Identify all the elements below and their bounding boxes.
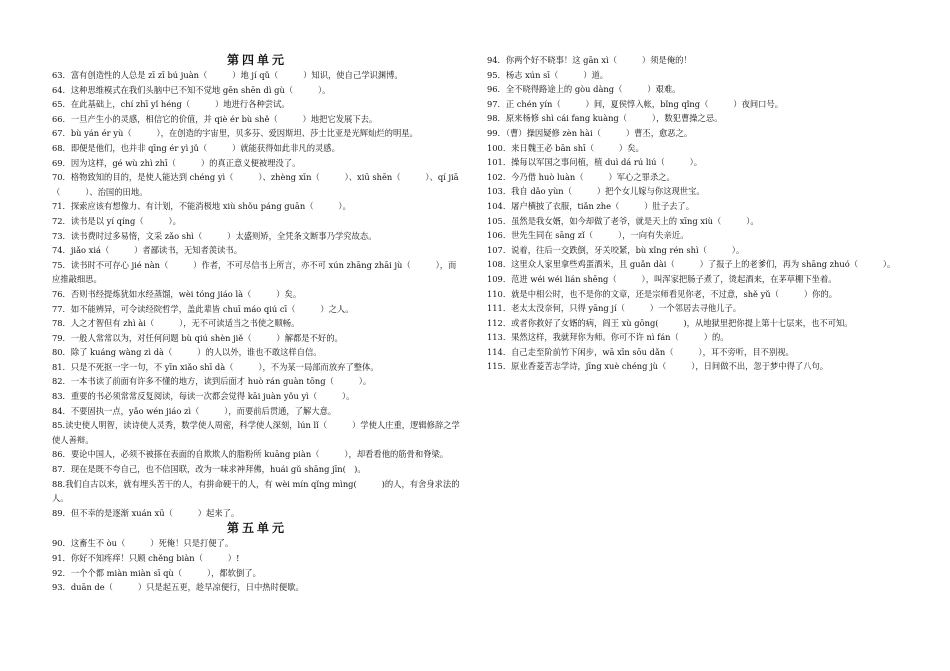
question-item: 85.读史使人明智，读诗使人灵秀，数学使人周密，科学使人深刻，lún lǐ（ ）学使人庄重，逻辑修辞之学使人善辩。 <box>52 420 460 445</box>
question-item: 80．除了 kuáng wàng zì dà（ ）的人以外，谁也不敢这样自信。 <box>52 347 322 358</box>
question-item: 76．否则书经提炼犹如水经蒸馏，wèi tóng jiáo là（ ）矣。 <box>52 288 302 299</box>
question-item: 70．格物致知的目的，是使人能达到 chéng yì（ ）、zhèng xīn（ ）、xiū shēn（ ）、qí jiā（ ）、治国的田地。 <box>52 172 459 197</box>
question-item: 98．原来杨修 shì cái fang kuàng（ ），数犯曹操之忌。 <box>487 113 723 124</box>
question-item: 103．我自 dǎo yùn（ ）把个女儿嫁与你这现世宝。 <box>487 186 705 197</box>
question-item: 114．自己走至阶前竹下闲步，wā xīn sōu dǎn（ ），耳不旁听，目不别视。 <box>487 346 794 357</box>
question-item: 95．杨志 xún sī（ ）道。 <box>487 69 609 80</box>
question-item: 106．世先生同在 sāng zǐ（ ），一向有失亲近。 <box>487 230 689 241</box>
question-item: 71．探索应该有想像力、有计划，不能消极地 xiù shǒu páng guān（ ）。 <box>52 201 351 212</box>
question-item: 69．因为这样，gé wù zhì zhī（ ）的真正意义便被埋没了。 <box>52 157 301 168</box>
question-item: 77．如不能辨异，可令读经院哲学，盖此辈皆 chuī máo qiú cī（ ）之人。 <box>52 303 354 314</box>
question-item: 72．读书是以 yí qíng（ ）。 <box>52 215 181 226</box>
question-item: 79．一般人常常以为，对任何问题 bù qiú shèn jiě（ ）解都是不好的。 <box>52 332 343 343</box>
question-item: 104．屠户横披了衣服，tiǎn zhe（ ）肚子去了。 <box>487 200 695 211</box>
question-item: 81．只是不死抠一字一句，不 yīn xiǎo shī dà（ ），不为某一局部而放弃了整体。 <box>52 361 379 372</box>
question-item: 83．重要的书必须常常反复阅读，每读一次都会觉得 kāi juàn yǒu yì（ ）。 <box>52 391 355 402</box>
question-item: 99．（曹）操因疑修 zèn hài（ ）曹丕，愈恶之。 <box>487 127 693 138</box>
question-item: 107．说着，往后一交跌倒，牙关咬紧，bù xǐng rén shì（ ）。 <box>487 244 745 255</box>
question-item: 78．人之才智但有 zhì ài（ ），无不可读适当之书使之顺畅。 <box>52 318 300 329</box>
question-item: 73．读书费时过多易惰，文采 zǎo shì（ ）太盛则矫，全凭条文断事乃学究故态。 <box>52 230 377 241</box>
question-item: 67．bù yán ér yù（ ），在创造的宇宙里，贝多芬、爱因斯坦、莎士比亚是光辉灿烂的明星。 <box>52 128 418 139</box>
question-item: 90．这畜生不 òu（ ）死俺！只是打便了。 <box>52 538 234 549</box>
question-item: 88.我们自古以来，就有埋头苦干的人，有拼命硬干的人，有 wèi mín qǐng mìng( )的人，有舍身求法的人。 <box>52 478 460 504</box>
question-item: 68．即便是他们，也并非 qīng ér yì jǔ（ ）就能获得如此非凡的灵感。 <box>52 142 340 153</box>
question-item: 102．今乃借 huò luàn（ ）军心之罪杀之。 <box>487 171 675 182</box>
question-item: 112．或者你救好了女婿的病，阎王 xù gōng( )，从地狱里把你提上第十七层来，也不可知。 <box>487 317 853 328</box>
question-item: 63．富有创造性的人总是 zī zī bú juàn（ ）地 jí qǔ（ ）知识，使自己学识渊博。 <box>52 70 403 80</box>
question-item: 113．果然这样，我就拜你为师。你可不许 nì fán（ ）的。 <box>487 332 729 343</box>
question-item: 108．这里众人家里拿些鸡蛋酒米，且 guǎn dài（ ）了报子上的老爹们，再为 shāng zhuó（ ）。 <box>487 259 896 270</box>
question-item: 100．来日魏王必 bān shī（ ）矣。 <box>487 142 644 153</box>
question-item: 109．范进 wéi wéi lián shēng（ ），叫浑家把肠子煮了，烫起酒来，在茅草棚下坐着。 <box>487 273 837 284</box>
question-item: 65．在此基础上，chí zhī yǐ héng（ ）地进行各种尝试。 <box>52 99 290 110</box>
question-item: 74．jiǎo xiá（ ）者鄙读书，无知者羡读书。 <box>52 245 242 256</box>
question-item: 64．这种思维模式在我们头脑中已不知不觉地 gēn shēn dì gù（ ）。 <box>52 84 331 95</box>
question-item: 86．要论中国人，必须不被搽在表面的自欺欺人的脂粉所 kuāng piàn（ ），却看看他的筋骨和脊梁。 <box>52 449 449 460</box>
question-item: 82．一本书读了前面有许多不懂的地方，读到后面才 huò rán guàn tōng（ ）。 <box>52 376 372 387</box>
question-item: 96．全不晓得路途上的 gòu dàng（ ）艰难。 <box>487 84 681 95</box>
question-item: 105．虽然是我女婿，如今却做了老爷，就是天上的 xīng xiù（ ）。 <box>487 215 759 226</box>
question-item: 115．原业香菱苦志学诗，jīng xuè chéng jù（ ），日间做不出，忽于梦中得了八句。 <box>487 361 829 372</box>
left-column <box>52 0 462 595</box>
unit-title: 第五单元 <box>226 521 287 536</box>
question-item: 94．你两个好不晓事！这 gān xì（ ）须是俺的！ <box>487 55 692 65</box>
right-column <box>487 0 905 374</box>
question-item: 92．一个个都 miàn miàn sī qù（ ），都软倒了。 <box>52 567 261 578</box>
question-item: 93．duān de（ ）只是起五更，趁早凉便行，日中热时便歇。 <box>52 582 304 593</box>
question-item: 89．但不幸的是逐渐 xuán xū（ ）起来了。 <box>52 507 240 518</box>
question-item: 101．操每以军国之事问植，植 duì dá rú liú（ ）。 <box>487 157 703 168</box>
question-item: 111．老太太没奈何，只得 yāng jí（ ）一个邻居去寻他儿子。 <box>487 303 742 314</box>
question-item: 91．你好不知疼痒！只顾 chěng biàn（ ）! <box>52 553 240 563</box>
question-item: 87．现在是既不夸自己，也不信国联，改为一味求神拜佛，huái gǔ shāng jīn( )。 <box>52 464 366 475</box>
question-item: 97．正 chén yín（ ）间，夏侯惇入帐，bǐng qǐng（ ）夜间口号。 <box>487 98 784 109</box>
question-item: 66．一旦产生小的灵感，相信它的价值，并 qiè ér bù shě（ ）地把它发展下去。 <box>52 113 378 124</box>
question-item: 110．就是中相公时，也不是你的文章，还是宗师看见你老，不过意，shě yǔ（ ）你的。 <box>487 288 838 299</box>
unit-title: 第四单元 <box>226 53 287 67</box>
question-item: 84．不要固执一点，yǎo wén jiáo zì（ ），而要前后贯通，了解大意。 <box>52 405 337 416</box>
question-item: 75．读书时不可存心 jié nàn（ ）作者，不可尽信书上所言，亦不可 xún zhāng zhāi jù（ ），而应推敲细思。 <box>52 259 457 285</box>
